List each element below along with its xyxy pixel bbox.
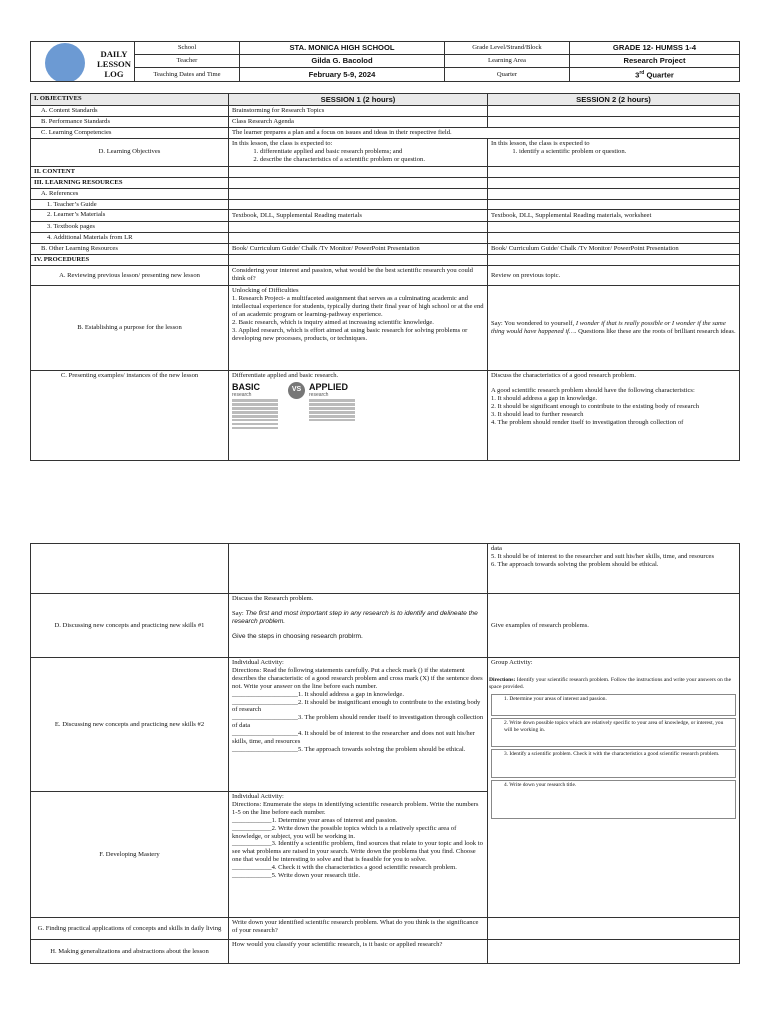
performance-s2: [488, 117, 740, 128]
procedure-e-s1: Individual Activity: Directions: Read the following statements carefully. Put a check mark () if the statement describes the characteristic of a good research problem and cross mark (X) if the sentence does not. Write your answer on the line before each number. ____________________1. It should address a gap in knowledge. ____________________2. It should be insignificant enough to contribute to the existing body of research ____________________3. The problem should render itself to investigation through collection of data ____________________4. It should be of interest to the researcher and does not suit his/her skills, time, and resources ____________________5. The approach towards solving the problem should be ethical.: [229, 658, 488, 792]
procedures-s2: [488, 255, 740, 266]
objectives-s2: In this lesson, the class is expected to 1. identify a scientific problem or question.: [488, 138, 740, 166]
learners-materials-s1: Textbook, DLL, Supplemental Reading materials: [229, 210, 488, 222]
competencies-label: C. Learning Competencies: [31, 127, 229, 138]
performance-label: B. Performance Standards: [31, 117, 229, 128]
objectives-label: D. Learning Objectives: [31, 138, 229, 166]
procedures-s1: [229, 255, 488, 266]
content-s1: [229, 166, 488, 177]
procedure-a-s1: Considering your interest and passion, what would be the best scientific research you could think of?: [229, 266, 488, 286]
procedure-h-s2: [488, 940, 740, 964]
school-logo: [45, 43, 85, 82]
dates-label: Teaching Dates and Time: [135, 68, 240, 82]
procedure-b-label: B. Establishing a purpose for the lesson: [31, 286, 229, 371]
additional-materials-s1: [229, 233, 488, 244]
school-label: School: [135, 42, 240, 55]
additional-materials-label: 4. Additional Materials from LR: [31, 233, 229, 244]
teacher-label: Teacher: [135, 55, 240, 68]
dates-value: February 5-9, 2024: [240, 68, 445, 82]
procedure-e-label: E. Discussing new concepts and practicing new skills #2: [31, 658, 229, 792]
procedure-g-s1: Write down your identified scientific research problem. What do you think is the significance of your research?: [229, 918, 488, 940]
procedure-d-s1: Discuss the Research problem. Say: The first and most important step in any research is to identify and delineate the research problem. Give the steps in choosing research problrm.: [229, 594, 488, 658]
textbook-pages-s1: [229, 222, 488, 233]
objectives-heading: I. OBJECTIVES: [31, 94, 229, 106]
procedure-c-cont-label: [31, 544, 229, 594]
basic-subtitle: research: [232, 392, 252, 399]
procedure-a-label: A. Reviewing previous lesson/ presenting new lesson: [31, 266, 229, 286]
references-s2: [488, 188, 740, 199]
additional-materials-s2: [488, 233, 740, 244]
title-line-log: LOG: [104, 68, 124, 79]
performance-s1: Class Research Agenda: [229, 117, 488, 128]
learners-materials-label: 2. Learner’s Materials: [31, 210, 229, 222]
applied-subtitle: research: [309, 392, 329, 399]
procedure-d-label: D. Discussing new concepts and practicing new skills #1: [31, 594, 229, 658]
teachers-guide-s2: [488, 199, 740, 210]
procedure-g-label: G. Finding practical applications of concepts and skills in daily living: [31, 918, 229, 940]
procedures-heading: IV. PROCEDURES: [31, 255, 229, 266]
procedure-g-s2: [488, 918, 740, 940]
textbook-pages-label: 3. Textbook pages: [31, 222, 229, 233]
procedure-c-label: C. Presenting examples/ instances of the new lesson: [31, 371, 229, 461]
procedure-b-s1: Unlocking of Difficulties 1. Research Project- a multifaceted assignment that serves as a culminating academic and intellectual experience for students, typically during their final year of high school or at the end of an academic program or learning-pathway experience. 2. Basic research, which is inquiry aimed at increasing scientific knowledge. 3. Applied research, which is effort aimed at using basic research for solving problems or developing new processes, products, or techniques.: [229, 286, 488, 371]
procedure-a-s2: Review on previous topic.: [488, 266, 740, 286]
procedure-h-label: H. Making generalizations and abstractions about the lesson: [31, 940, 229, 964]
lesson-table-page2: [30, 543, 740, 964]
session1-heading: SESSION 1 (2 hours): [229, 94, 488, 106]
lesson-table-page1: [30, 93, 740, 461]
other-resources-s2: Book/ Curriculum Guide/ Chalk /Tv Monitor/ PowerPoint Presentation: [488, 244, 740, 255]
teachers-guide-s1: [229, 199, 488, 210]
competencies-text: The learner prepares a plan and a focus on issues and ideas in their respective field.: [229, 127, 740, 138]
procedure-c-s1: Differentiate applied and basic research. BASIC research VS APPLIED research: [229, 371, 488, 461]
other-resources-label: B. Other Learning Resources: [31, 244, 229, 255]
area-value: Research Project: [570, 55, 740, 68]
content-standards-label: A. Content Standards: [31, 106, 229, 117]
group-activity-box-1[interactable]: 1. Determine your areas of interest and passion.: [491, 694, 736, 716]
applied-title: APPLIED: [309, 382, 349, 393]
quarter-label: Quarter: [445, 68, 570, 82]
procedure-d-s2: Give examples of research problems.: [488, 594, 740, 658]
group-activity-box-2[interactable]: 2. Write down possible topics which are relatively specific to your area of knowledge, or interest, you will be working in.: [491, 718, 736, 747]
resources-s1: [229, 177, 488, 188]
title-line-lesson: LESSON: [97, 58, 131, 69]
content-standards-s2: [488, 106, 740, 117]
learners-materials-s2: Textbook, DLL, Supplemental Reading materials, worksheet: [488, 210, 740, 222]
references-label: A. References: [31, 188, 229, 199]
procedure-f-label: F. Developing Mastery: [31, 792, 229, 918]
content-s2: [488, 166, 740, 177]
dll-title-cell: [31, 42, 135, 82]
procedure-b-s2: Say: You wondered to yourself, I wonder if that is really possible or I wonder if the same thing would have happened if…. Questions like these are the roots of brilliant research ideas.: [488, 286, 740, 371]
objectives-s1: In this lesson, the class is expected to: 1. differentiate applied and basic research problems; and 2. describe the characteristics of a scientific problem or question.: [229, 138, 488, 166]
vs-badge: VS: [288, 382, 305, 399]
area-label: Learning Area: [445, 55, 570, 68]
procedure-f-s1: Individual Activity: Directions: Enumerate the steps in identifying scientific research problem. Write the numbers 1-5 on the line before each number. ____________1. Determine your areas of interest and passion. ____________2. Write down the possible topics which is a relatively specific area of knowledge, or subject, you will be working in. ____________3. Identify a scientific problem, find sources that relate to your topic and look to see what problems are raised in your search. Write down the problems that you find. Choose one that would be interesting to solve and that is feasible for you to solve. ____________4. Check it with the characteristics a good scientific research problem. ____________5. Write down your research title.: [229, 792, 488, 918]
resources-heading: III. LEARNING RESOURCES: [31, 177, 229, 188]
group-activity-box-4[interactable]: 4. Write down your research title.: [491, 780, 736, 819]
textbook-pages-s2: [488, 222, 740, 233]
quarter-value: 3rd Quarter: [570, 68, 740, 82]
basic-title: BASIC: [232, 382, 261, 393]
grade-value: GRADE 12- HUMSS 1-4: [570, 42, 740, 55]
school-value: STA. MONICA HIGH SCHOOL: [240, 42, 445, 55]
content-heading: II. CONTENT: [31, 166, 229, 177]
header-table: [30, 41, 740, 82]
procedure-c-cont-s2: data 5. It should be of interest to the researcher and suit his/her skills, time, and resources 6. The approach towards solving the problem should be ethical.: [488, 544, 740, 594]
teachers-guide-label: 1. Teacher’s Guide: [31, 199, 229, 210]
resources-s2: [488, 177, 740, 188]
content-standards-s1: Brainstorming for Research Topics: [229, 106, 488, 117]
other-resources-s1: Book/ Curriculum Guide/ Chalk /Tv Monitor/ PowerPoint Presentation: [229, 244, 488, 255]
procedure-c-cont-s1: [229, 544, 488, 594]
basic-vs-applied-image: [232, 383, 484, 430]
session2-heading: SESSION 2 (2 hours): [488, 94, 740, 106]
procedure-h-s1: How would you classify your scientific research, is it basic or applied research?: [229, 940, 488, 964]
teacher-value: Gilda G. Bacolod: [240, 55, 445, 68]
title-line-daily: DAILY: [100, 49, 128, 59]
procedure-c-s2: Discuss the characteristics of a good research problem. A good scientific research problem should have the following characteristics: 1. It should address a gap in knowledge. 2. It should be significant enough to contribute to the existing body of research 3. It should lead to further research 4. The problem should render itself to investigation through collection of: [488, 371, 740, 461]
group-activity-box-3[interactable]: 3. Identify a scientific problem. Check it with the characteristics a good scientific research problem.: [491, 749, 736, 778]
grade-label: Grade Level/Strand/Block: [445, 42, 570, 55]
procedure-e-s2: Group Activity: Directions: Identify your scientific research problem. Follow the instructions and write your answers on the space provided. 1. Determine your areas of interest and passion. 2. Write down possible topics which are relatively specific to your area of knowledge, or interest, you will be working in. 3. Identify a scientific problem. Check it with the characteristics a good scientific research problem. 4. Write down your research title.: [488, 658, 740, 918]
references-s1: [229, 188, 488, 199]
